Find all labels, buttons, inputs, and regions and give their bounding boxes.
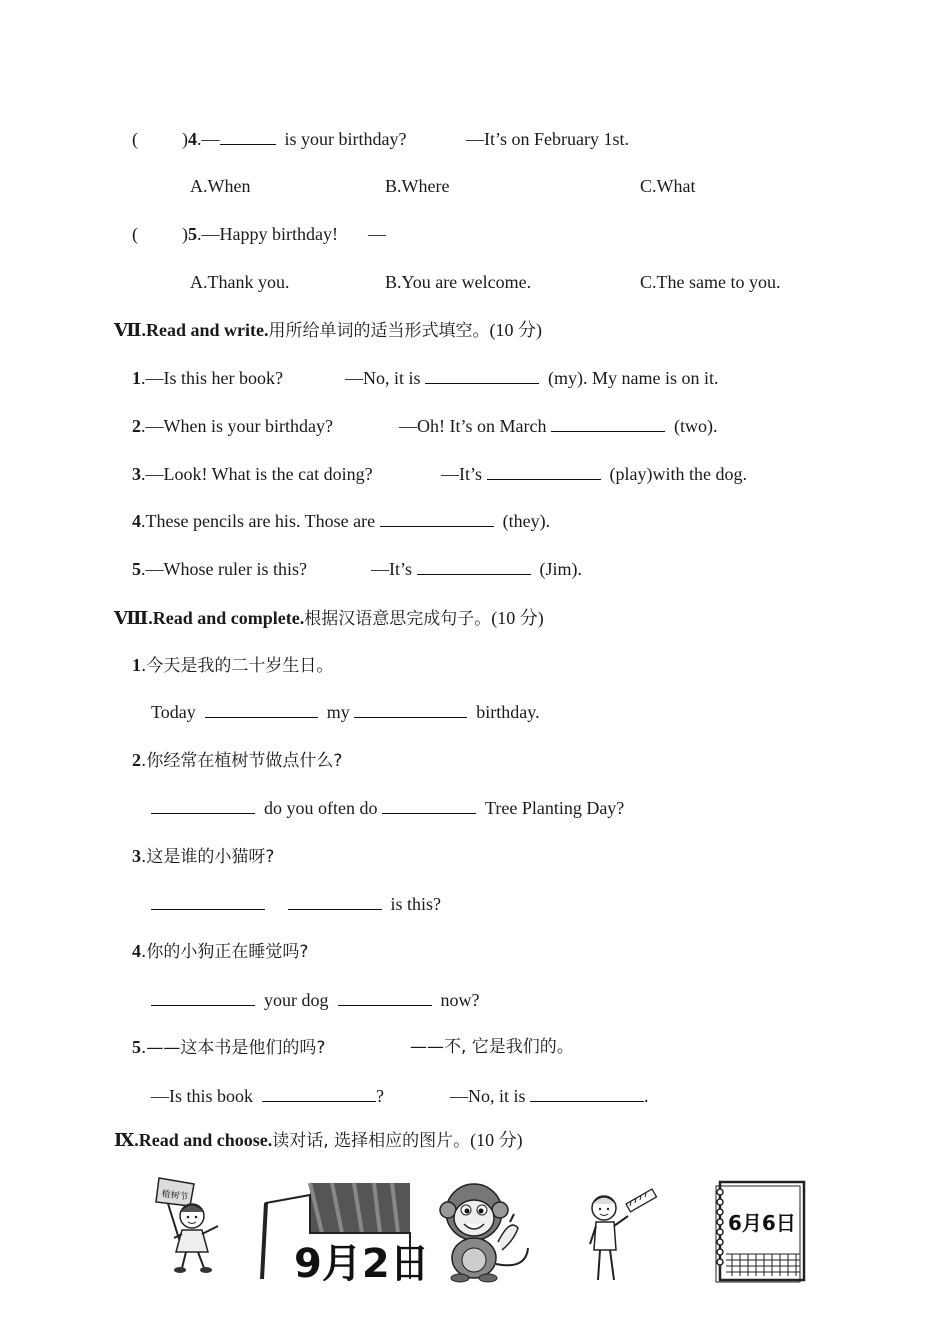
item-reply: —No, it is (345, 368, 421, 388)
item-number: 1 (132, 655, 141, 675)
item-number: 5 (132, 559, 141, 579)
item-hint: (they). (502, 511, 551, 531)
answer-blank[interactable] (354, 701, 467, 718)
question-5-reply: — (368, 224, 386, 244)
item-hint: (my). My name is on it. (548, 368, 719, 388)
answer-blank[interactable] (425, 367, 539, 384)
answer-blank[interactable] (151, 989, 255, 1006)
boy-ruler-picture[interactable] (584, 1186, 664, 1286)
s8-item-4-zh (132, 940, 308, 963)
answer-paren-open: ( (132, 224, 138, 244)
section-8-heading (114, 607, 544, 630)
s7-item-3-answer (441, 463, 747, 485)
item-number: 4 (132, 511, 141, 531)
section-roman: Ⅶ. (114, 320, 146, 340)
item-reply: —It’s (371, 559, 413, 579)
item-chinese: .今天是我的二十岁生日。 (141, 656, 334, 676)
answer-blank[interactable] (151, 797, 255, 814)
item-question: .—Is this her book? (141, 368, 283, 388)
s7-item-5 (132, 558, 307, 580)
item-reply: —It’s (441, 464, 483, 484)
section-points: (10 分) (489, 320, 542, 340)
sentence-part: ? (376, 1086, 385, 1106)
sentence-part: do you often do (264, 798, 378, 818)
item-number: 2 (132, 750, 141, 770)
answer-blank[interactable] (380, 510, 494, 527)
notebook-june-6-picture[interactable] (712, 1178, 808, 1284)
item-number: 2 (132, 416, 141, 436)
section-title-en: Read and write. (145, 320, 269, 340)
section-roman: Ⅷ. (114, 608, 153, 628)
item-question: .—Look! What is the cat doing? (141, 464, 373, 484)
s7-item-1-answer (345, 367, 719, 389)
tree-planting-girl-picture[interactable] (150, 1172, 234, 1276)
section-title-en: Read and complete. (152, 608, 305, 628)
s7-item-4 (132, 510, 550, 532)
item-number: 3 (132, 846, 141, 866)
answer-blank[interactable] (338, 989, 432, 1006)
section-points: (10 分) (491, 608, 544, 628)
s7-item-1 (132, 367, 283, 389)
s8-item-1-zh (132, 654, 333, 677)
section-roman: Ⅸ. (114, 1130, 139, 1150)
sentence-part: Tree Planting Day? (484, 798, 625, 818)
notebook-date-text: 6月6日 (728, 1211, 796, 1235)
question-dash: .— (197, 129, 220, 149)
s8-item-5-zh-reply: ——不, 它是我们的。 (410, 1037, 574, 1057)
section-title-zh: 根据汉语意思完成句子。 (304, 609, 492, 629)
question-number: 5 (188, 224, 197, 244)
question-5 (132, 223, 338, 245)
item-question: .—Whose ruler is this? (141, 559, 307, 579)
option-c[interactable]: C.The same to you. (640, 272, 781, 292)
answer-blank[interactable] (262, 1085, 376, 1102)
item-hint: (two). (673, 416, 718, 436)
answer-blank[interactable] (530, 1085, 644, 1102)
sentence-part: my (326, 702, 350, 722)
item-reply: —Oh! It’s on March (399, 416, 547, 436)
option-b[interactable]: B.You are welcome. (385, 272, 532, 292)
calendar-sept-2-picture[interactable] (262, 1183, 430, 1287)
sentence-part: your dog (264, 990, 329, 1010)
s8-item-3-en (151, 893, 441, 915)
s7-item-3 (132, 463, 373, 485)
question-4 (132, 128, 406, 150)
answer-paren-open: ( (132, 129, 138, 149)
section-7-heading (114, 319, 542, 342)
s8-item-5-en-reply (450, 1085, 649, 1107)
item-chinese: .你的小狗正在睡觉吗? (141, 942, 309, 962)
item-hint: (play)with the dog. (609, 464, 747, 484)
answer-blank[interactable] (551, 415, 665, 432)
item-number: 4 (132, 941, 141, 961)
s8-item-1-en (151, 701, 540, 723)
option-a[interactable]: A.When (190, 176, 251, 196)
s8-item-2-en (151, 797, 624, 819)
section-9-heading (114, 1129, 523, 1152)
answer-blank[interactable] (151, 893, 265, 910)
s7-item-5-answer (371, 558, 582, 580)
option-b[interactable]: B.Where (385, 176, 450, 196)
answer-blank[interactable] (417, 558, 531, 575)
item-number: 3 (132, 464, 141, 484)
sentence-part: . (644, 1086, 649, 1106)
answer-blank[interactable] (288, 893, 382, 910)
item-question: .These pencils are his. Those are (141, 511, 376, 531)
item-hint: (Jim). (539, 559, 583, 579)
question-number: 4 (188, 129, 197, 149)
sentence-part: is this? (390, 894, 442, 914)
s7-item-2-answer (399, 415, 717, 437)
sentence-part: —No, it is (450, 1086, 526, 1106)
flag-text: 植树节 (160, 1189, 190, 1204)
section-points: (10 分) (470, 1130, 523, 1150)
sentence-part: now? (440, 990, 480, 1010)
question-text: is your birthday? (284, 129, 407, 149)
s8-item-2-zh (132, 749, 342, 772)
item-chinese: .——这本书是他们的吗? (141, 1038, 326, 1058)
monkey-banana-picture[interactable] (438, 1178, 534, 1282)
sentence-part: —Is this book (151, 1086, 254, 1106)
question-text: .—Happy birthday! (197, 224, 338, 244)
option-c[interactable]: C.What (640, 176, 696, 196)
answer-paren-close: ) (182, 129, 188, 149)
item-chinese: .这是谁的小猫呀? (141, 847, 275, 867)
s8-item-5-zh (132, 1036, 325, 1059)
answer-blank[interactable] (487, 463, 601, 480)
s8-item-5-en-question (151, 1085, 384, 1107)
answer-blank[interactable] (220, 128, 276, 145)
question-4-reply: —It’s on February 1st. (466, 129, 629, 149)
item-question: .—When is your birthday? (141, 416, 333, 436)
item-chinese: .你经常在植树节做点什么? (141, 751, 343, 771)
sentence-part: Today (151, 702, 196, 722)
sentence-part: birthday. (476, 702, 540, 722)
s7-item-2 (132, 415, 333, 437)
section-title-zh: 读对话, 选择相应的图片。 (272, 1131, 471, 1151)
section-title-zh: 用所给单词的适当形式填空。 (268, 321, 490, 341)
answer-blank[interactable] (205, 701, 318, 718)
answer-paren-close: ) (182, 224, 188, 244)
item-number: 1 (132, 368, 141, 388)
answer-blank[interactable] (382, 797, 476, 814)
calendar-date-text: 9月2日 (294, 1241, 430, 1287)
item-number: 5 (132, 1037, 141, 1057)
option-a[interactable]: A.Thank you. (190, 272, 290, 292)
s8-item-4-en (151, 989, 480, 1011)
s8-item-3-zh (132, 845, 274, 868)
section-title-en: Read and choose. (138, 1130, 273, 1150)
